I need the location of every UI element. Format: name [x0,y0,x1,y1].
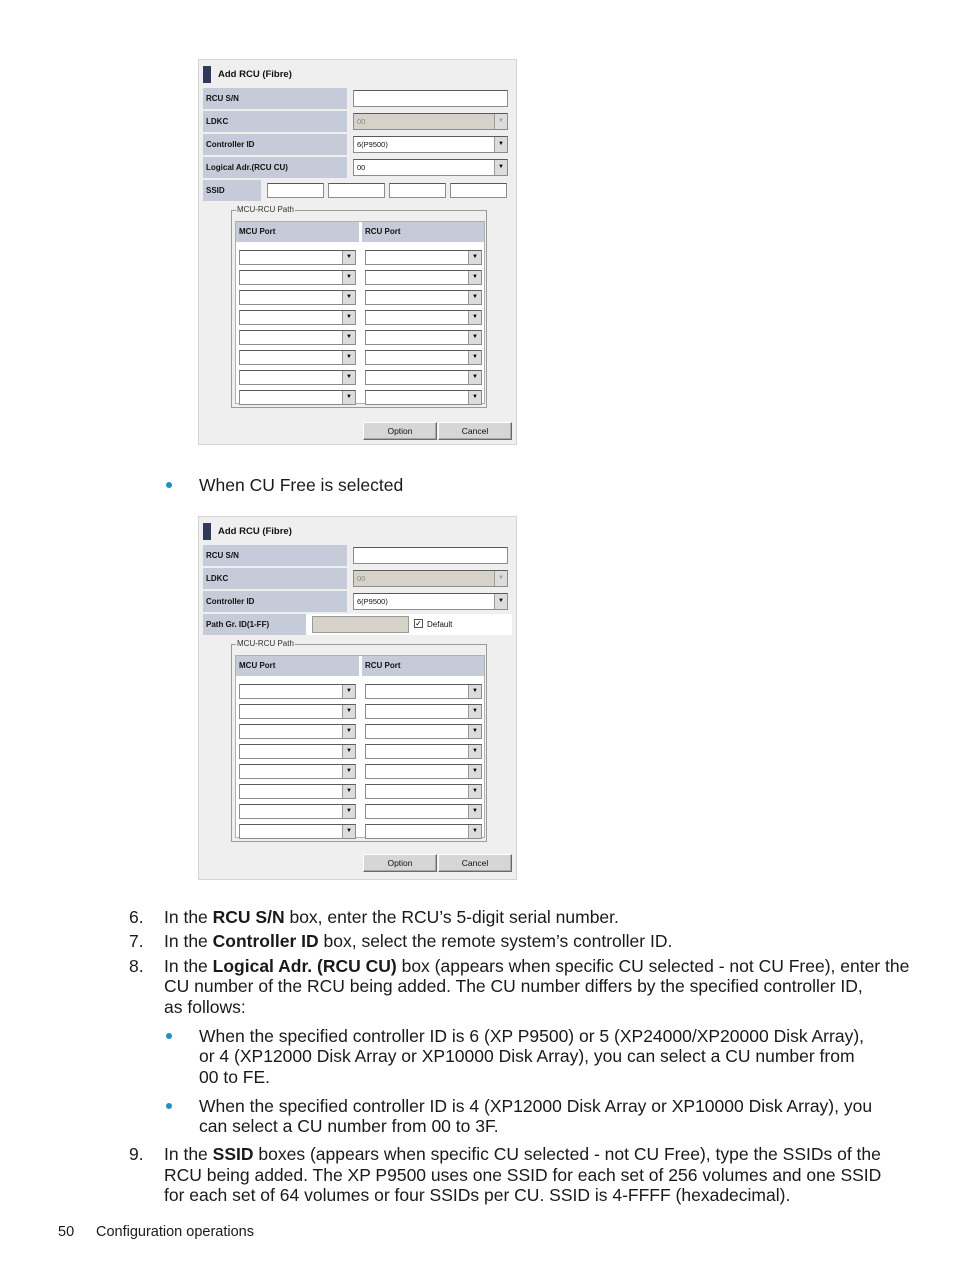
mcu-port-select[interactable] [239,270,356,285]
step-6-number: 6. [129,907,144,927]
bullet-marker [166,482,172,488]
step-8-line-1 [164,956,909,977]
cancel-button[interactable]: Cancel [438,854,512,872]
chevron-down-icon: ▼ [494,571,507,586]
chevron-down-icon[interactable]: ▼ [342,685,355,698]
ssid-input-4[interactable] [450,183,507,198]
chevron-down-icon[interactable]: ▼ [494,594,507,609]
step-9-line-3: for each set of 64 volumes or four SSIDs per CU. SSID is 4-FFFF (hexadecimal). [164,1185,791,1205]
chevron-down-icon[interactable]: ▼ [342,785,355,798]
mcu-port-select[interactable] [239,250,356,265]
mcu-port-select[interactable] [239,744,356,759]
dialog-title-text: Add RCU (Fibre) [218,526,292,537]
path-gr-row [203,614,512,635]
rcu-port-select[interactable] [365,310,482,325]
dialog-title [203,523,292,540]
chevron-down-icon[interactable]: ▼ [468,311,481,324]
step-7-number: 7. [129,931,144,951]
step-8-pre: In the [164,956,213,976]
step-8-bullet-1-line-2: or 4 (XP12000 Disk Array or XP10000 Disk Array), you can select a CU number from [199,1046,855,1066]
rcu-port-select[interactable] [365,290,482,305]
mcu-rcu-path-group [231,205,487,408]
chevron-down-icon[interactable]: ▼ [468,705,481,718]
ssid-label: SSID [203,180,261,201]
step-7-post: box, select the remote system’s controller ID. [318,931,673,951]
chevron-down-icon[interactable]: ▼ [468,805,481,818]
rcu-port-select[interactable] [365,724,482,739]
ldkc-value: 00 [357,574,366,583]
rcu-port-select[interactable] [365,390,482,405]
step-8-post: box (appears when specific CU selected - not CU Free), enter the [396,956,910,976]
ldkc-row [203,568,512,589]
step-6-bold: RCU S/N [212,907,285,927]
default-checkbox-label: Default [427,620,453,629]
chevron-down-icon[interactable]: ▼ [468,351,481,364]
chevron-down-icon[interactable]: ▼ [468,271,481,284]
mcu-port-select[interactable] [239,684,356,699]
step-8-line-3: as follows: [164,997,246,1017]
rcu-sn-label: RCU S/N [203,88,347,109]
controller-id-label: Controller ID [203,591,347,612]
step-8-bullet-1-line-3: 00 to FE. [199,1067,271,1087]
rcu-port-select[interactable] [365,824,482,839]
chevron-down-icon[interactable]: ▼ [342,805,355,818]
step-6-pre: In the [164,907,213,927]
ldkc-label: LDKC [203,111,347,132]
mcu-port-header: MCU Port [236,222,359,242]
chevron-down-icon[interactable]: ▼ [494,137,507,152]
rcu-port-select[interactable] [365,350,482,365]
path-table [235,655,485,838]
ldkc-row [203,111,512,132]
chevron-down-icon[interactable]: ▼ [342,271,355,284]
mcu-rcu-path-group [231,639,487,842]
path-group-legend: MCU-RCU Path [237,639,294,648]
ssid-input-3[interactable] [389,183,446,198]
mcu-port-select[interactable] [239,724,356,739]
chevron-down-icon: ▼ [494,114,507,129]
add-rcu-dialog-specific-cu [198,59,517,445]
mcu-port-header: MCU Port [236,656,359,676]
ldkc-label: LDKC [203,568,347,589]
ldkc-select [353,570,508,587]
ssid-input-1[interactable] [267,183,324,198]
step-9-number: 9. [129,1144,144,1164]
rcu-port-select[interactable] [365,270,482,285]
chevron-down-icon[interactable]: ▼ [342,331,355,344]
mcu-port-select[interactable] [239,704,356,719]
mcu-port-select[interactable] [239,390,356,405]
mcu-port-select[interactable] [239,330,356,345]
chevron-down-icon[interactable]: ▼ [468,765,481,778]
step-9-line-2: RCU being added. The XP P9500 uses one SSID for each set of 256 volumes and one SSID [164,1165,882,1185]
chevron-down-icon[interactable]: ▼ [342,311,355,324]
chevron-down-icon[interactable]: ▼ [342,351,355,364]
step-6-text [164,907,619,928]
ssid-input-2[interactable] [328,183,385,198]
path-gr-label: Path Gr. ID(1-FF) [203,614,306,635]
chevron-down-icon[interactable]: ▼ [468,825,481,838]
bullet-marker [166,1033,172,1039]
step-9-bold: SSID [212,1144,254,1164]
add-rcu-dialog-cu-free [198,516,517,880]
step-8-bullet-1-line-1: When the specified controller ID is 6 (XP P9500) or 5 (XP24000/XP20000 Disk Array), [199,1026,865,1046]
rcu-port-select[interactable] [365,250,482,265]
controller-id-value: 6(P9500) [357,597,388,606]
rcu-port-select[interactable] [365,764,482,779]
checkmark-icon: ✓ [415,619,422,628]
rcu-port-header: RCU Port [362,222,484,242]
chevron-down-icon[interactable]: ▼ [468,745,481,758]
title-bar-marker [203,523,211,540]
dialog-title [203,66,292,83]
chevron-down-icon[interactable]: ▼ [468,785,481,798]
chevron-down-icon[interactable]: ▼ [342,765,355,778]
chevron-down-icon[interactable]: ▼ [468,685,481,698]
cancel-button[interactable]: Cancel [438,422,512,440]
rcu-port-select[interactable] [365,804,482,819]
controller-id-select[interactable] [353,136,508,153]
mcu-port-select[interactable] [239,824,356,839]
chevron-down-icon[interactable]: ▼ [468,331,481,344]
ldkc-select [353,113,508,130]
chevron-down-icon[interactable]: ▼ [494,160,507,175]
path-table [235,221,485,404]
step-9-line-1 [164,1144,881,1165]
rcu-port-select[interactable] [365,784,482,799]
rcu-sn-row [203,88,512,109]
controller-id-row [203,134,512,155]
step-7-pre: In the [164,931,213,951]
chevron-down-icon[interactable]: ▼ [342,745,355,758]
step-8-line-2: CU number of the RCU being added. The CU number differs by the specified controller ID, [164,976,863,996]
path-gr-input [312,616,409,633]
chevron-down-icon[interactable]: ▼ [468,291,481,304]
chevron-down-icon[interactable]: ▼ [468,391,481,404]
rcu-port-select[interactable] [365,330,482,345]
mcu-port-select[interactable] [239,370,356,385]
step-8-bold: Logical Adr. (RCU CU) [212,956,397,976]
chevron-down-icon[interactable]: ▼ [342,705,355,718]
mcu-port-select[interactable] [239,764,356,779]
default-checkbox[interactable] [414,619,423,628]
page-number: 50 [58,1224,75,1240]
ssid-row [203,180,512,201]
controller-id-value: 6(P9500) [357,140,388,149]
chevron-down-icon[interactable]: ▼ [468,725,481,738]
mcu-port-select[interactable] [239,310,356,325]
option-button[interactable]: Option [363,422,437,440]
rcu-sn-input[interactable] [353,547,508,564]
step-8-bullet-2-line-2: can select a CU number from 00 to 3F. [199,1116,499,1136]
rcu-sn-label: RCU S/N [203,545,347,566]
cu-free-caption: When CU Free is selected [199,475,404,495]
rcu-sn-input[interactable] [353,90,508,107]
controller-id-row [203,591,512,612]
logical-adr-label: Logical Adr.(RCU CU) [203,157,347,178]
rcu-port-select[interactable] [365,684,482,699]
rcu-port-select[interactable] [365,704,482,719]
step-8-number: 8. [129,956,144,976]
path-group-legend: MCU-RCU Path [237,205,294,214]
chevron-down-icon[interactable]: ▼ [468,251,481,264]
title-bar-marker [203,66,211,83]
step-6-post: box, enter the RCU’s 5-digit serial number. [284,907,619,927]
mcu-port-select[interactable] [239,804,356,819]
step-7-bold: Controller ID [212,931,319,951]
rcu-port-header: RCU Port [362,656,484,676]
bullet-marker [166,1103,172,1109]
chevron-down-icon[interactable]: ▼ [468,371,481,384]
chevron-down-icon[interactable]: ▼ [342,371,355,384]
dialog-title-text: Add RCU (Fibre) [218,69,292,80]
mcu-port-select[interactable] [239,350,356,365]
chevron-down-icon[interactable]: ▼ [342,291,355,304]
rcu-sn-row [203,545,512,566]
step-8-bullet-2-line-1: When the specified controller ID is 4 (XP12000 Disk Array or XP10000 Disk Array), you [199,1096,873,1116]
chevron-down-icon[interactable]: ▼ [342,251,355,264]
controller-id-label: Controller ID [203,134,347,155]
ldkc-value: 00 [357,117,366,126]
step-7-text [164,931,672,952]
option-button[interactable]: Option [363,854,437,872]
mcu-port-select[interactable] [239,784,356,799]
chevron-down-icon[interactable]: ▼ [342,725,355,738]
rcu-port-select[interactable] [365,744,482,759]
logical-adr-select[interactable] [353,159,508,176]
mcu-port-select[interactable] [239,290,356,305]
footer-section-title: Configuration operations [96,1224,254,1240]
step-9-pre: In the [164,1144,213,1164]
logical-adr-row [203,157,512,178]
step-9-post: boxes (appears when specific CU selected - not CU Free), type the SSIDs of the [253,1144,881,1164]
rcu-port-select[interactable] [365,370,482,385]
chevron-down-icon[interactable]: ▼ [342,391,355,404]
controller-id-select[interactable] [353,593,508,610]
chevron-down-icon[interactable]: ▼ [342,825,355,838]
logical-adr-value: 00 [357,163,366,172]
